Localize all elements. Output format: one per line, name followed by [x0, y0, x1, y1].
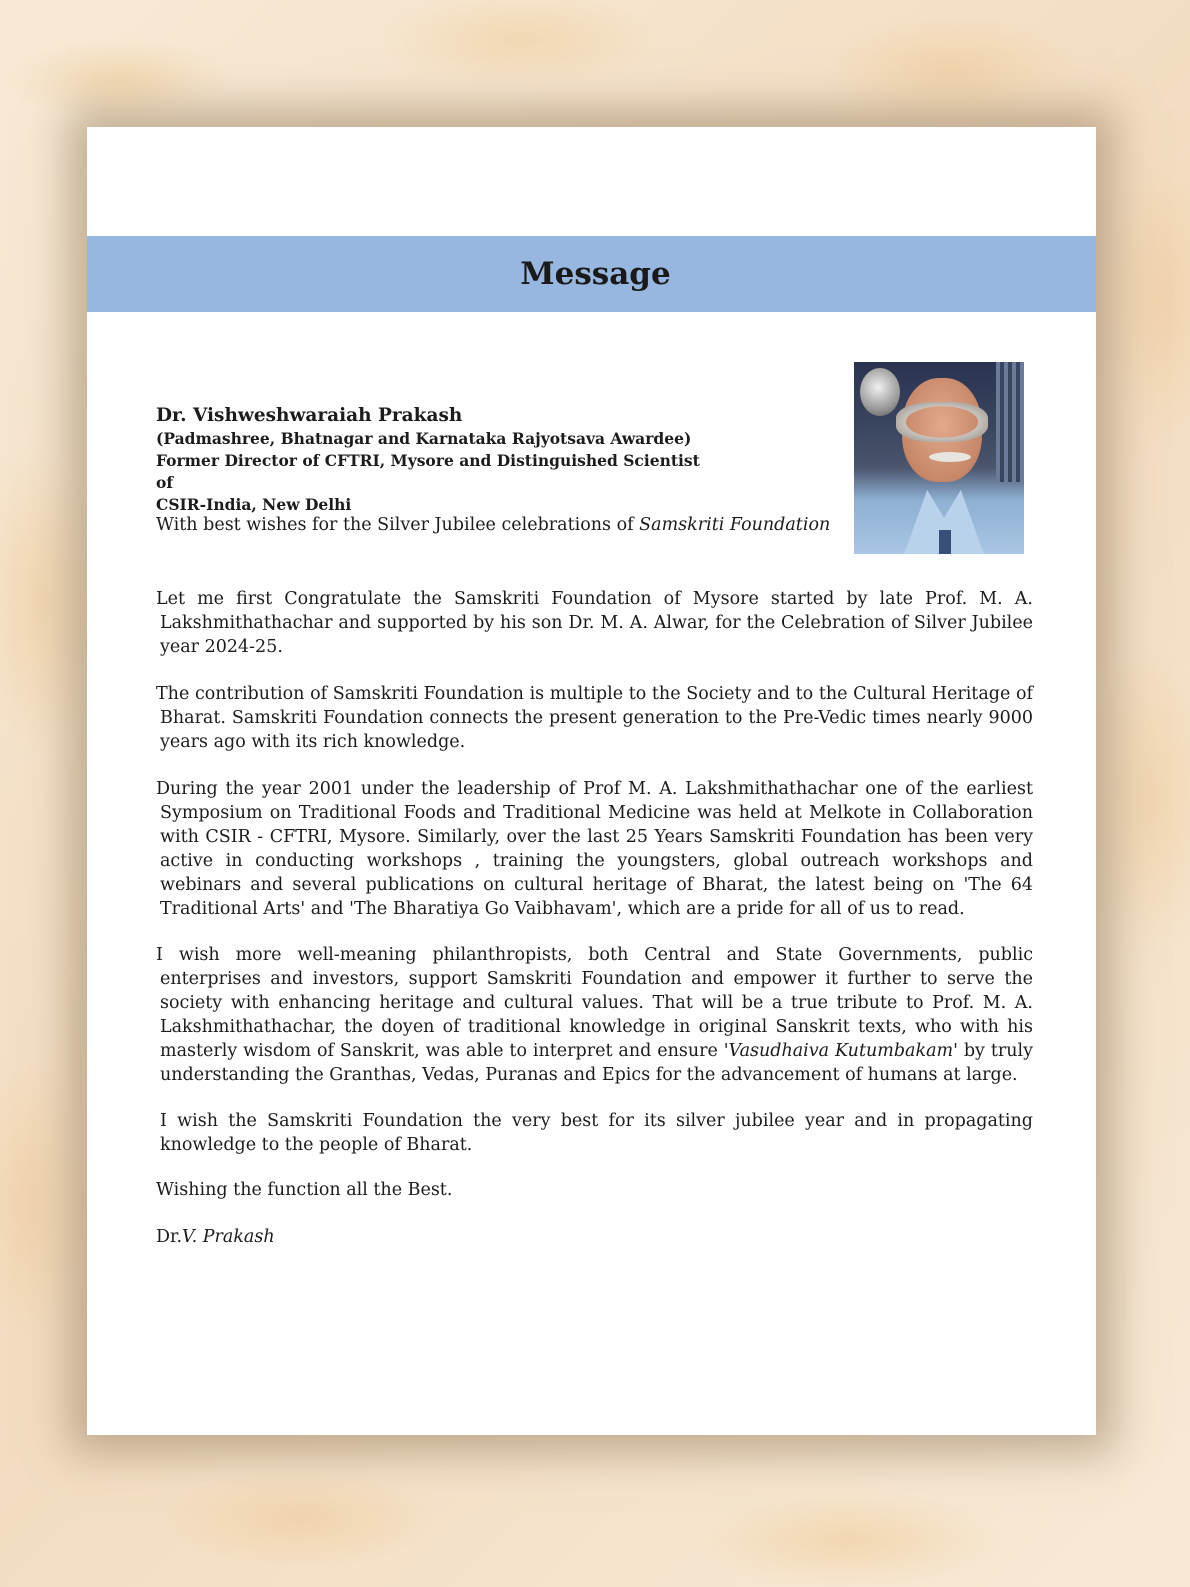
body-paragraph-3: During the year 2001 under the leadership of Prof M. A. Lakshmithathachar one of the earliest Symposium on Traditional Foods and Traditional Medicine was held at Melkote in Collaboration with CSIR - CFTRI, Mysore. Similarly, over the last 25 Years Samskriti Foundation has been very active in conducting workshops , training the youngsters, global outreach workshops and webinars and several publications on cultural heritage of Bharat, the latest being on 'The 64 Traditional Arts' and 'The Bharatiya Go Vaibhavam', which are a pride for all of us to read.	[156, 779, 1033, 919]
wishes-line	[156, 515, 830, 535]
body-paragraph-4-text: I wish more well-meaning philanthropists, both Central and State Governments, public enterprises and investors, support Samskriti Foundation and empower it further to serve the society with enhancing heritage and cultural values. That will be a true tribute to Prof. M. A. Lakshmithathachar, the doyen of traditional knowledge in original Sanskrit texts, who with his masterly wisdom of Sanskrit, was able to interpret and ensure	[156, 945, 1033, 1061]
page-title: Message	[520, 256, 671, 292]
closing-line: Wishing the function all the Best.	[156, 1180, 453, 1200]
author-titles	[156, 428, 716, 516]
author-title-line: (Padmashree, Bhatnagar and Karnataka Rajyotsava Awardee)	[156, 429, 692, 448]
author-title-line: CSIR-India, New Delhi	[156, 495, 352, 514]
wishes-prefix: With best wishes for the Silver Jubilee celebrations of	[156, 515, 640, 535]
body-paragraph-1: Let me first Congratulate the Samskriti Foundation of Mysore started by late Prof. M. A. Lakshmithathachar and supported by his son Dr. M. A. Alwar, for the Celebration of Silver Jubilee year 2024-25.	[156, 589, 1033, 657]
body-paragraph-4-text-end: by truly understanding the Granthas, Vedas, Puranas and Epics for the advancement of humans at large.	[160, 1041, 1033, 1085]
message-page	[87, 127, 1096, 1435]
title-banner	[87, 236, 1096, 312]
author-photo	[854, 362, 1024, 554]
author-title-line: Former Director of CFTRI, Mysore and Distinguished Scientist of	[156, 451, 700, 492]
foundation-name: Samskriti Foundation	[639, 515, 831, 535]
signature-prefix: Dr.	[156, 1227, 183, 1247]
author-name: Dr. Vishweshwaraiah Prakash	[156, 405, 463, 426]
body-paragraph-5: I wish the Samskriti Foundation the very best for its silver jubilee year and in propagating knowledge to the people of Bharat.	[160, 1111, 1033, 1155]
vasudhaiva-kutumbakam-quote: 'Vasudhaiva Kutumbakam'	[723, 1041, 958, 1061]
body-paragraph-2: The contribution of Samskriti Foundation is multiple to the Society and to the Cultural Heritage of Bharat. Samskriti Foundation connects the present generation to the Pre-Vedic times nearly 9000 years ago with its rich knowledge.	[156, 684, 1033, 752]
signature-name: V. Prakash	[182, 1227, 275, 1247]
signature	[156, 1227, 275, 1247]
body-paragraph-4	[156, 943, 1033, 1087]
